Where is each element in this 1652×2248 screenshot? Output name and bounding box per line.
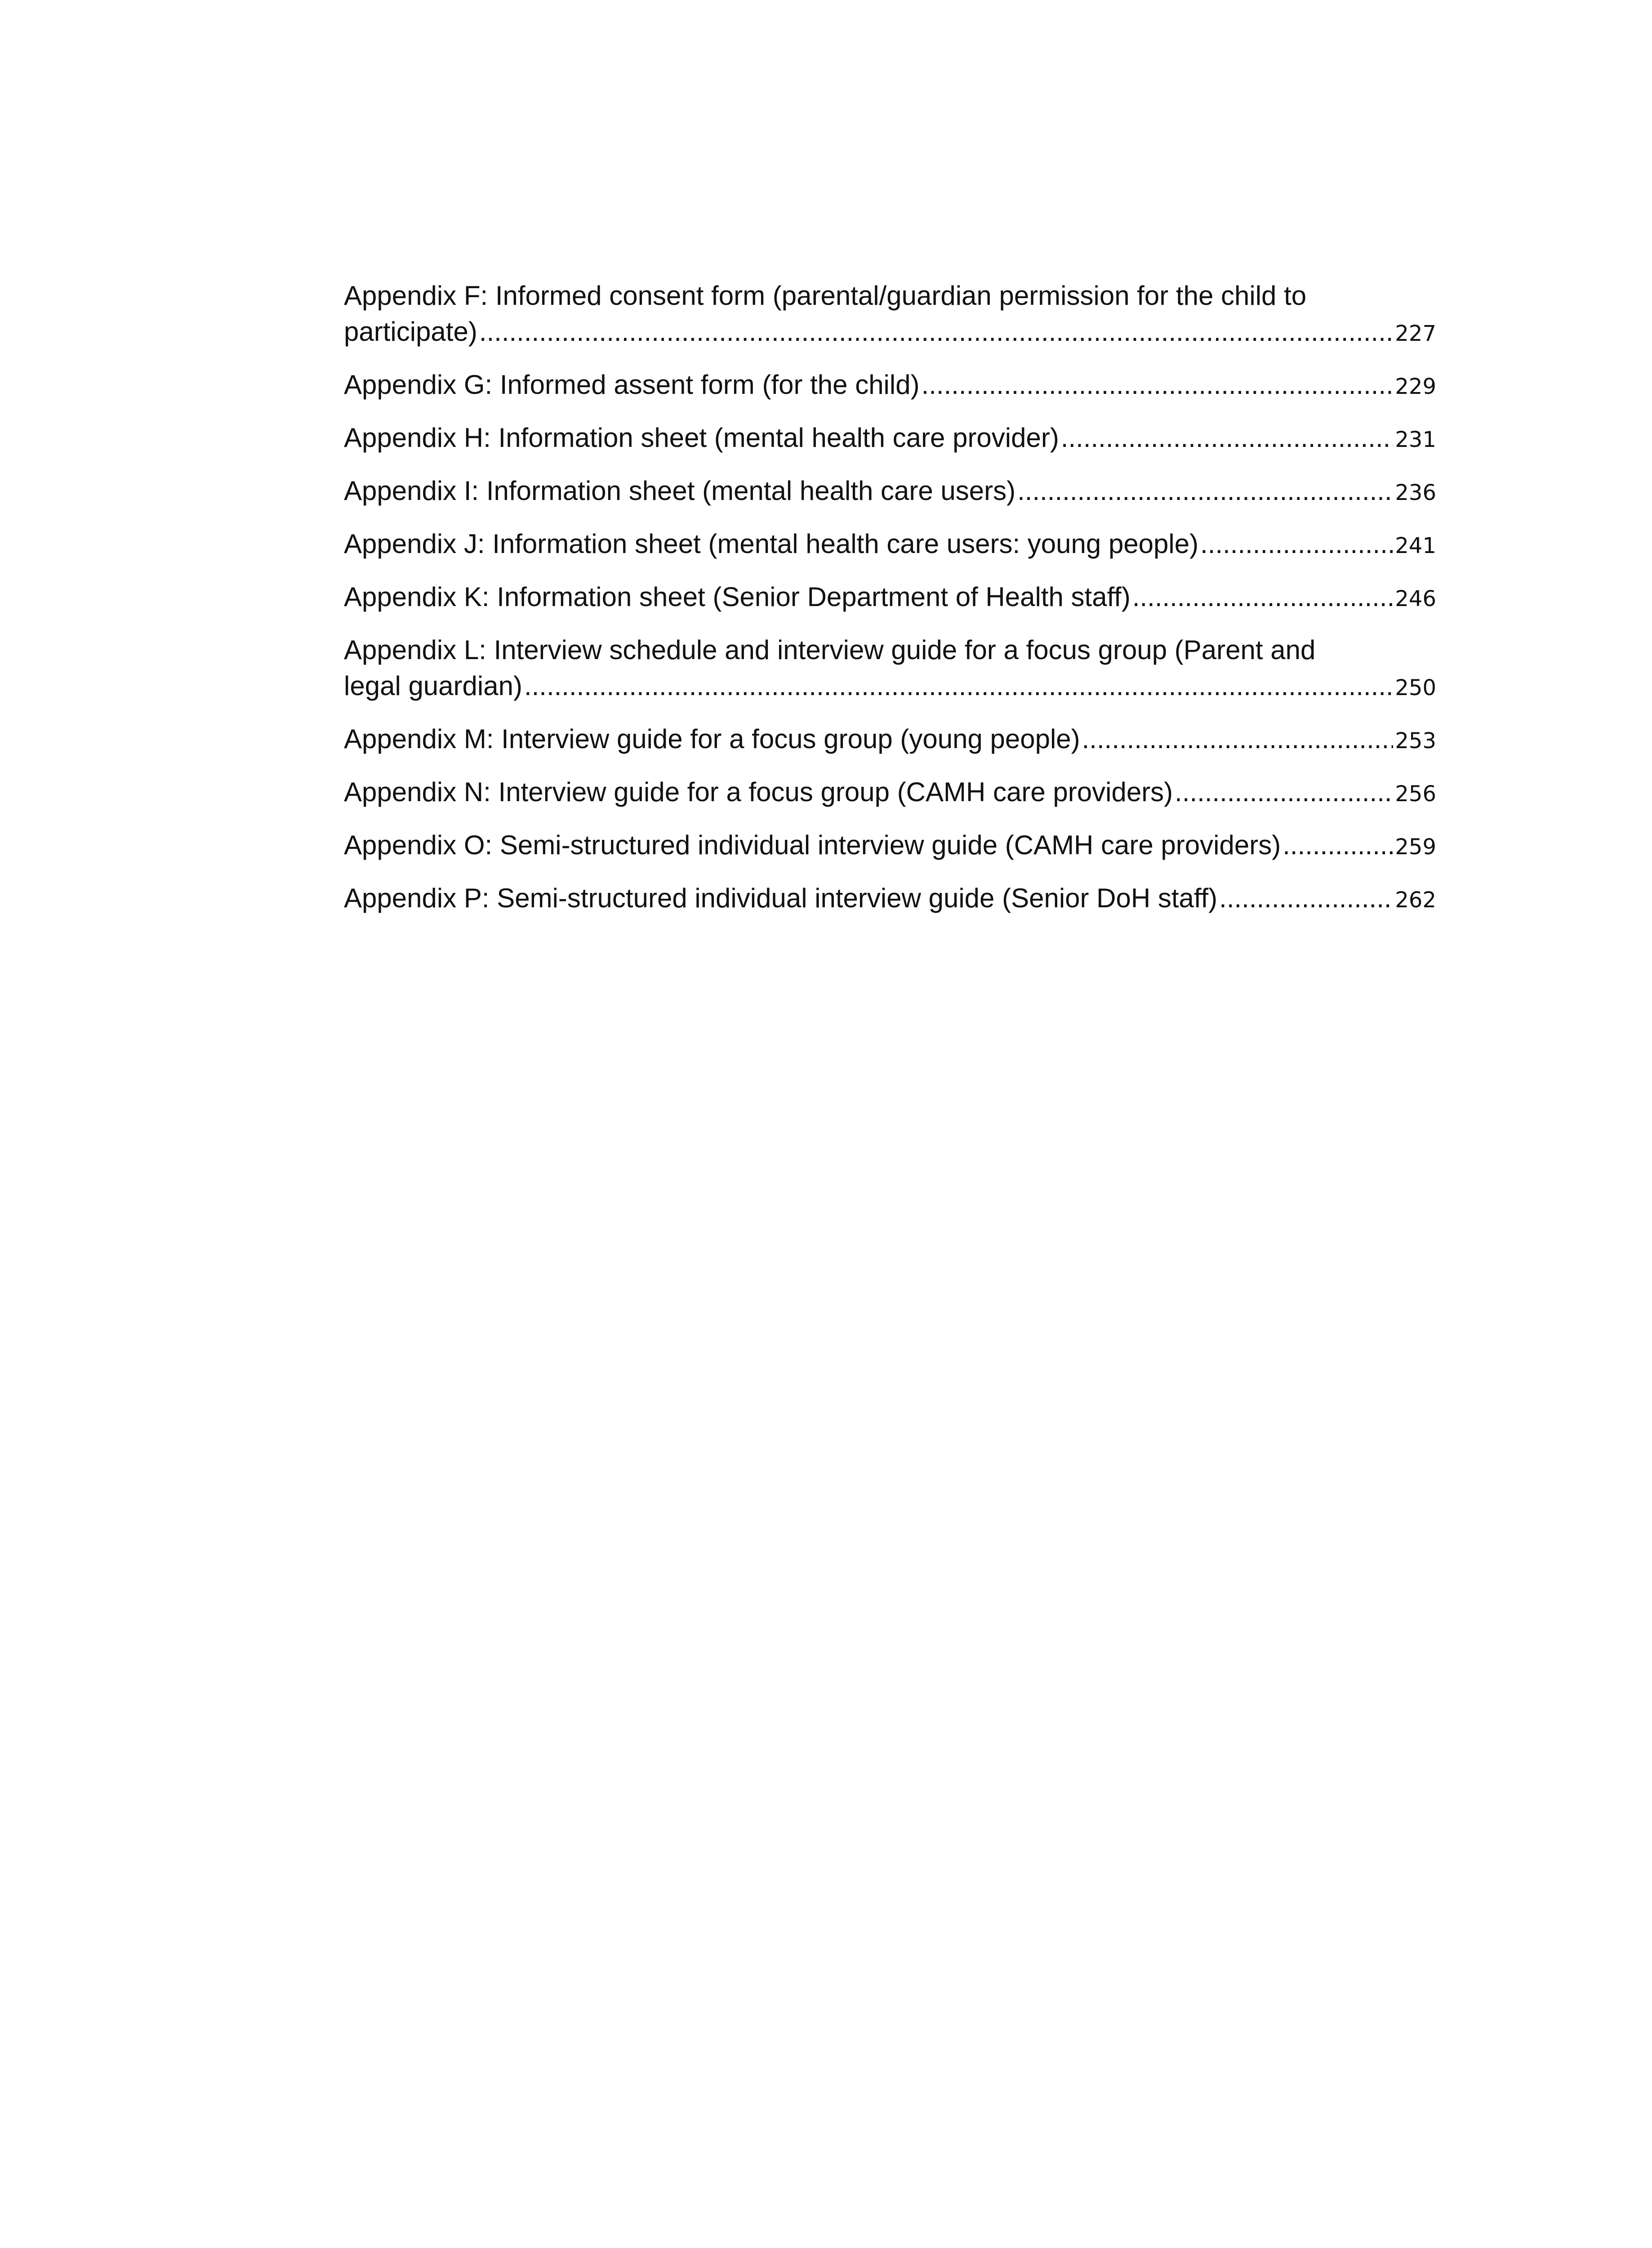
dot-leader: [1132, 579, 1394, 615]
dot-leader: [922, 367, 1394, 403]
toc-entry-appendix-m[interactable]: [344, 721, 1436, 759]
toc-page-number: 259: [1395, 834, 1436, 860]
toc-entry-title: Appendix M: Interview guide for a focus group (young people): [344, 724, 1080, 754]
dot-leader: [1175, 774, 1393, 810]
dot-leader: [1061, 420, 1394, 456]
toc-page-number: 231: [1395, 427, 1436, 452]
toc-entry-title-line1: Appendix F: Informed consent form (parental/guardian permission for the child to: [344, 281, 1307, 311]
toc-entry-title-line2: legal guardian): [344, 671, 522, 701]
toc-entry-title: Appendix N: Interview guide for a focus group (CAMH care providers): [344, 777, 1173, 807]
dot-leader: [1200, 526, 1393, 562]
toc-entry-appendix-k[interactable]: [344, 579, 1436, 617]
toc-entry-appendix-p[interactable]: [344, 880, 1436, 918]
toc-page-number: 250: [1395, 675, 1436, 700]
toc-entry-appendix-f[interactable]: [344, 278, 1436, 352]
toc-entry-title: Appendix G: Informed assent form (for the child): [344, 370, 920, 400]
toc-entry-appendix-g[interactable]: [344, 367, 1436, 405]
toc-entry-title: Appendix H: Information sheet (mental health care provider): [344, 423, 1059, 453]
toc-entry-title-line2: participate): [344, 317, 477, 347]
toc-entry-title-line1: Appendix L: Interview schedule and interview guide for a focus group (Parent and: [344, 635, 1316, 665]
toc-page-number: 262: [1395, 888, 1436, 913]
toc-page-number: 229: [1395, 374, 1436, 399]
toc-entry-title: Appendix P: Semi-structured individual interview guide (Senior DoH staff): [344, 883, 1218, 913]
toc-page-number: 236: [1395, 480, 1436, 505]
toc-page-number: 227: [1395, 321, 1436, 346]
dot-leader: [1017, 473, 1393, 509]
dot-leader: [524, 668, 1393, 704]
toc-entry-title: Appendix I: Information sheet (mental health care users): [344, 476, 1016, 506]
dot-leader: [479, 314, 1394, 350]
table-of-contents: [344, 278, 1436, 933]
toc-entry-appendix-h[interactable]: [344, 420, 1436, 458]
toc-entry-appendix-o[interactable]: [344, 827, 1436, 865]
toc-entry-appendix-j[interactable]: [344, 526, 1436, 564]
toc-entry-title: Appendix K: Information sheet (Senior Department of Health staff): [344, 582, 1131, 612]
dot-leader: [1282, 827, 1393, 863]
dot-leader: [1219, 880, 1393, 916]
toc-page-number: 253: [1395, 728, 1436, 754]
toc-page-number: 256: [1395, 781, 1436, 807]
toc-page-number: 241: [1395, 533, 1436, 558]
toc-entry-title: Appendix J: Information sheet (mental health care users: young people): [344, 529, 1199, 559]
toc-entry-title: Appendix O: Semi-structured individual interview guide (CAMH care providers): [344, 830, 1281, 860]
toc-page-number: 246: [1395, 586, 1436, 611]
dot-leader: [1082, 721, 1394, 757]
toc-entry-appendix-n[interactable]: [344, 774, 1436, 812]
toc-entry-appendix-i[interactable]: [344, 473, 1436, 511]
toc-entry-appendix-l[interactable]: [344, 632, 1436, 706]
